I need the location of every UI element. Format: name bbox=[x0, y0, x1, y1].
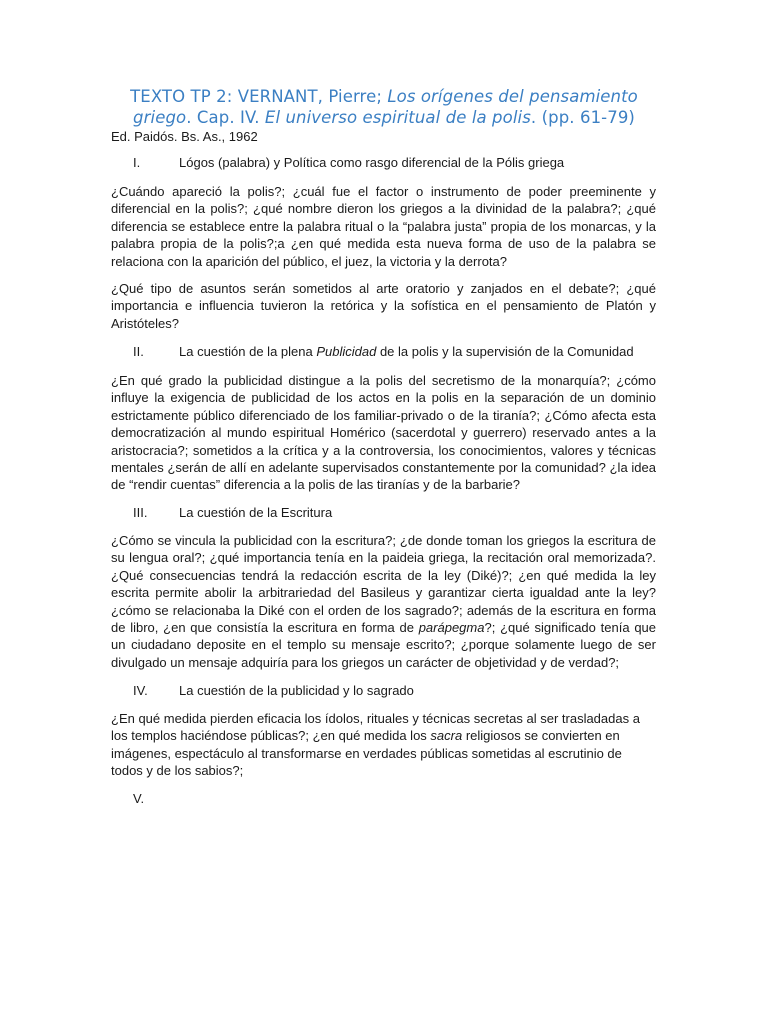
section-heading-1 bbox=[133, 154, 653, 172]
section-4-paragraph bbox=[111, 710, 656, 780]
edition-info: Ed. Paidós. Bs. As., 1962 bbox=[111, 129, 258, 144]
section-heading-5 bbox=[133, 790, 653, 808]
section-number: IV. bbox=[133, 683, 148, 698]
paragraph-text: ¿Cómo se vincula la publicidad con la escritura?; ¿de donde toman los griegos la escritura de su lengua oral?; ¿qué importancia tenía en la paideia griega, la recitación oral memorizada?. ¿Qué consecuencias tendrá la redacción escrita de la ley (Diké)?; ¿en qué medida la ley escrita permite abolir la arbitrariedad del Basileus y garantizar cierta igualdad ante la ley? ¿cómo se relacionaba la Diké con el orden de los sagrado?; además de la escritura en forma de libro, ¿en que consistía la escritura en forma de bbox=[111, 533, 656, 636]
section-3-paragraph bbox=[111, 532, 656, 671]
section-1-paragraph-1: ¿Cuándo apareció la polis?; ¿cuál fue el factor o instrumento de poder preeminente y diferencial en la polis?; ¿qué nombre dieron los griegos a la divinidad de la palabra?; ¿qué diferencia se establece entre la palabra ritual o la “palabra justa” propia de los monarcas, y la palabra propia de la polis?;a ¿en qué medida esta nueva forma de uso de la palabra se relaciona con la aparición del público, el juez, la victoria y la derrota? bbox=[111, 184, 656, 269]
section-number: I. bbox=[133, 155, 141, 170]
section-heading-2 bbox=[133, 343, 653, 361]
section-heading-4 bbox=[133, 682, 653, 700]
section-2-paragraph: ¿En qué grado la publicidad distingue a la polis del secretismo de la monarquía?; ¿cómo influye la exigencia de publicidad de los actos en la polis en la separación de un dominio estrictamente público diferenciado de los familiar-privado o de la tiranía?; ¿Cómo afecta esta democratización al mundo espiritual Homérico (sacerdotal y guerrero) reservado antes a la aristocracia?; sometidos a la crítica y a la controversia, los conocimientos, valores y técnicas mentales ¿serán de allí en adelante supervisados constantemente por la comunidad? ¿la idea de “rendir cuentas” diferencia a la polis de las tiranías y de la barbarie? bbox=[111, 373, 656, 493]
paragraph-text: ¿En qué medida pierden eficacia los ídolos, rituales y técnicas secretas al ser trasladadas a los templos haciéndose públicas?; ¿en qué medida los bbox=[111, 711, 640, 744]
paragraph-italic-term: parápegma bbox=[418, 620, 485, 636]
title-book-italic-end: griego bbox=[133, 108, 187, 127]
paragraph-text-end: ?; ¿qué significado tenía que un ciudadano deposite en el templo su mensaje escrito?; ¿porque solamente luego de ser divulgado un mensaje adquiría para los griegos un carácter de objetividad y de verdad?; bbox=[111, 620, 657, 670]
title-chapter: . Cap. IV. bbox=[186, 108, 265, 127]
title-author: TEXTO TP 2: VERNANT, Pierre; bbox=[130, 87, 388, 106]
section-number: III. bbox=[133, 505, 148, 520]
section-number: II. bbox=[133, 344, 144, 359]
section-1-paragraph-2: ¿Qué tipo de asuntos serán sometidos al arte oratorio y zanjados en el debate?; ¿qué importancia e influencia tuvieron la retórica y la sofística en el pensamiento de Platón y Aristóteles? bbox=[111, 281, 656, 331]
section-number: V. bbox=[133, 791, 145, 806]
section-heading-3 bbox=[133, 504, 653, 522]
section-title-italic: Publicidad bbox=[316, 344, 377, 359]
section-title: Lógos (palabra) y Política como rasgo diferencial de la Pólis griega bbox=[179, 155, 565, 170]
paragraph-italic-term: sacra bbox=[430, 728, 463, 744]
section-title-pre: La cuestión de la plena bbox=[179, 344, 317, 359]
document-title bbox=[112, 86, 656, 128]
section-title-post: de la polis y la supervisión de la Comunidad bbox=[376, 344, 634, 359]
title-book-italic: Los orígenes del pensamiento bbox=[387, 87, 638, 106]
paragraph-text-end: religiosos se convierten en imágenes, espectáculo al transformarse en verdades públicas sometidas al escrutinio de todos y de los sabios?; bbox=[111, 728, 622, 779]
section-title: La cuestión de la publicidad y lo sagrado bbox=[179, 683, 414, 698]
section-title: La cuestión de la Escritura bbox=[179, 505, 333, 520]
title-chapter-name: El universo espiritual de la polis bbox=[264, 108, 531, 127]
title-pages: . (pp. 61-79) bbox=[530, 108, 635, 127]
